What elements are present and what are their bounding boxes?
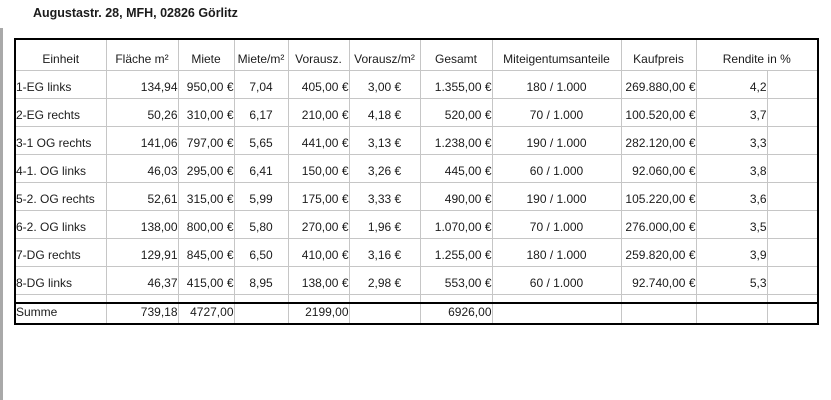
advance-cell: 138,00 €: [288, 266, 349, 294]
advance-per-sqm-cell: 3,00 €: [349, 70, 420, 98]
rent-cell: 310,00 €: [178, 98, 234, 126]
table-row: [15, 98, 818, 126]
advance-cell: 270,00 €: [288, 210, 349, 238]
advance-per-sqm-cell: 2,98 €: [349, 266, 420, 294]
column-header-kaufpreis: Kaufpreis: [621, 39, 696, 70]
advance-cell: 405,00 €: [288, 70, 349, 98]
yield-cell: 3,8: [696, 154, 767, 182]
total-cell: 520,00 €: [420, 98, 492, 126]
column-header-miete-m2: Miete/m²: [234, 39, 288, 70]
column-header-miete: Miete: [178, 39, 234, 70]
yield-cell: 3,5: [696, 210, 767, 238]
spacer-cell: [178, 294, 234, 303]
spacer-cell: [420, 294, 492, 303]
ownership-share-cell: 70 / 1.000: [492, 98, 621, 126]
empty-cell: [767, 182, 818, 210]
empty-cell: [767, 266, 818, 294]
empty-cell: [767, 126, 818, 154]
summary-area-total: 739,18: [106, 303, 178, 324]
empty-cell: [767, 303, 818, 324]
rent-cell: 797,00 €: [178, 126, 234, 154]
advance-per-sqm-cell: 3,13 €: [349, 126, 420, 154]
column-header-anteile: Miteigentumsanteile: [492, 39, 621, 70]
advance-cell: 150,00 €: [288, 154, 349, 182]
summary-label: Summe: [15, 303, 106, 324]
area-cell: 138,00: [106, 210, 178, 238]
rent-per-sqm-cell: 7,04: [234, 70, 288, 98]
empty-cell: [621, 303, 696, 324]
total-cell: 1.070,00 €: [420, 210, 492, 238]
rent-per-sqm-cell: 8,95: [234, 266, 288, 294]
advance-per-sqm-cell: 3,16 €: [349, 238, 420, 266]
rent-cell: 295,00 €: [178, 154, 234, 182]
advance-cell: 441,00 €: [288, 126, 349, 154]
table-row: [15, 70, 818, 98]
column-header-vorausz: Vorausz.: [288, 39, 349, 70]
purchase-price-cell: 259.820,00 €: [621, 238, 696, 266]
spacer-cell: [696, 294, 767, 303]
spacer-cell: [234, 294, 288, 303]
ownership-share-cell: 70 / 1.000: [492, 210, 621, 238]
unit-cell: 3-1 OG rechts: [15, 126, 106, 154]
advance-cell: 410,00 €: [288, 238, 349, 266]
spacer-cell: [106, 294, 178, 303]
unit-cell: 2-EG rechts: [15, 98, 106, 126]
ownership-share-cell: 60 / 1.000: [492, 266, 621, 294]
yield-cell: 4,2: [696, 70, 767, 98]
table-row: [15, 154, 818, 182]
area-cell: 134,94: [106, 70, 178, 98]
rent-cell: 800,00 €: [178, 210, 234, 238]
advance-per-sqm-cell: 4,18 €: [349, 98, 420, 126]
rent-per-sqm-cell: 6,17: [234, 98, 288, 126]
yield-cell: 3,9: [696, 238, 767, 266]
yield-cell: 3,7: [696, 98, 767, 126]
empty-cell: [767, 238, 818, 266]
yield-cell: 3,6: [696, 182, 767, 210]
column-header-vorausz-m2: Vorausz/m²: [349, 39, 420, 70]
area-cell: 52,61: [106, 182, 178, 210]
purchase-price-cell: 92.740,00 €: [621, 266, 696, 294]
column-header-flaeche: Fläche m²: [106, 39, 178, 70]
column-header-gesamt: Gesamt: [420, 39, 492, 70]
unit-cell: 8-DG links: [15, 266, 106, 294]
total-cell: 1.255,00 €: [420, 238, 492, 266]
area-cell: 50,26: [106, 98, 178, 126]
column-header-einheit: Einheit: [15, 39, 106, 70]
ownership-share-cell: 190 / 1.000: [492, 126, 621, 154]
total-cell: 1.355,00 €: [420, 70, 492, 98]
rent-cell: 950,00 €: [178, 70, 234, 98]
units-table: [14, 38, 819, 325]
unit-cell: 1-EG links: [15, 70, 106, 98]
ownership-share-cell: 180 / 1.000: [492, 70, 621, 98]
purchase-price-cell: 100.520,00 €: [621, 98, 696, 126]
area-cell: 46,37: [106, 266, 178, 294]
total-cell: 553,00 €: [420, 266, 492, 294]
rent-cell: 845,00 €: [178, 238, 234, 266]
yield-cell: 5,3: [696, 266, 767, 294]
purchase-price-cell: 269.880,00 €: [621, 70, 696, 98]
rent-cell: 315,00 €: [178, 182, 234, 210]
column-header-rendite: Rendite in %: [696, 39, 818, 70]
spacer-cell: [15, 294, 106, 303]
rent-per-sqm-cell: 6,41: [234, 154, 288, 182]
empty-cell: [696, 303, 767, 324]
total-cell: 490,00 €: [420, 182, 492, 210]
rent-per-sqm-cell: 5,99: [234, 182, 288, 210]
purchase-price-cell: 276.000,00 €: [621, 210, 696, 238]
document-title: Augustastr. 28, MFH, 02826 Görlitz: [33, 6, 238, 20]
empty-cell: [492, 303, 621, 324]
empty-cell: [234, 303, 288, 324]
rent-per-sqm-cell: 6,50: [234, 238, 288, 266]
page-edge-divider: [0, 28, 3, 400]
unit-cell: 4-1. OG links: [15, 154, 106, 182]
rent-per-sqm-cell: 5,80: [234, 210, 288, 238]
ownership-share-cell: 60 / 1.000: [492, 154, 621, 182]
table-row: [15, 126, 818, 154]
empty-cell: [767, 70, 818, 98]
area-cell: 46,03: [106, 154, 178, 182]
ownership-share-cell: 180 / 1.000: [492, 238, 621, 266]
table-row: [15, 182, 818, 210]
spacer-cell: [288, 294, 349, 303]
table-row: [15, 210, 818, 238]
purchase-price-cell: 92.060,00 €: [621, 154, 696, 182]
total-cell: 1.238,00 €: [420, 126, 492, 154]
advance-per-sqm-cell: 3,26 €: [349, 154, 420, 182]
spacer-cell: [767, 294, 818, 303]
summary-row: [15, 303, 818, 324]
yield-cell: 3,3: [696, 126, 767, 154]
table-row: [15, 238, 818, 266]
spacer-row: [15, 294, 818, 303]
spacer-cell: [492, 294, 621, 303]
area-cell: 141,06: [106, 126, 178, 154]
unit-cell: 7-DG rechts: [15, 238, 106, 266]
table-row: [15, 266, 818, 294]
rent-per-sqm-cell: 5,65: [234, 126, 288, 154]
header-row: [15, 39, 818, 70]
unit-cell: 5-2. OG rechts: [15, 182, 106, 210]
advance-cell: 210,00 €: [288, 98, 349, 126]
empty-cell: [767, 210, 818, 238]
summary-gross-total: 6926,00: [420, 303, 492, 324]
summary-advance-total: 2199,00: [288, 303, 349, 324]
advance-per-sqm-cell: 1,96 €: [349, 210, 420, 238]
summary-rent-total: 4727,00: [178, 303, 234, 324]
empty-cell: [767, 154, 818, 182]
total-cell: 445,00 €: [420, 154, 492, 182]
advance-per-sqm-cell: 3,33 €: [349, 182, 420, 210]
advance-cell: 175,00 €: [288, 182, 349, 210]
empty-cell: [349, 303, 420, 324]
empty-cell: [767, 98, 818, 126]
spacer-cell: [349, 294, 420, 303]
ownership-share-cell: 190 / 1.000: [492, 182, 621, 210]
purchase-price-cell: 282.120,00 €: [621, 126, 696, 154]
spacer-cell: [621, 294, 696, 303]
purchase-price-cell: 105.220,00 €: [621, 182, 696, 210]
rent-cell: 415,00 €: [178, 266, 234, 294]
area-cell: 129,91: [106, 238, 178, 266]
unit-cell: 6-2. OG links: [15, 210, 106, 238]
